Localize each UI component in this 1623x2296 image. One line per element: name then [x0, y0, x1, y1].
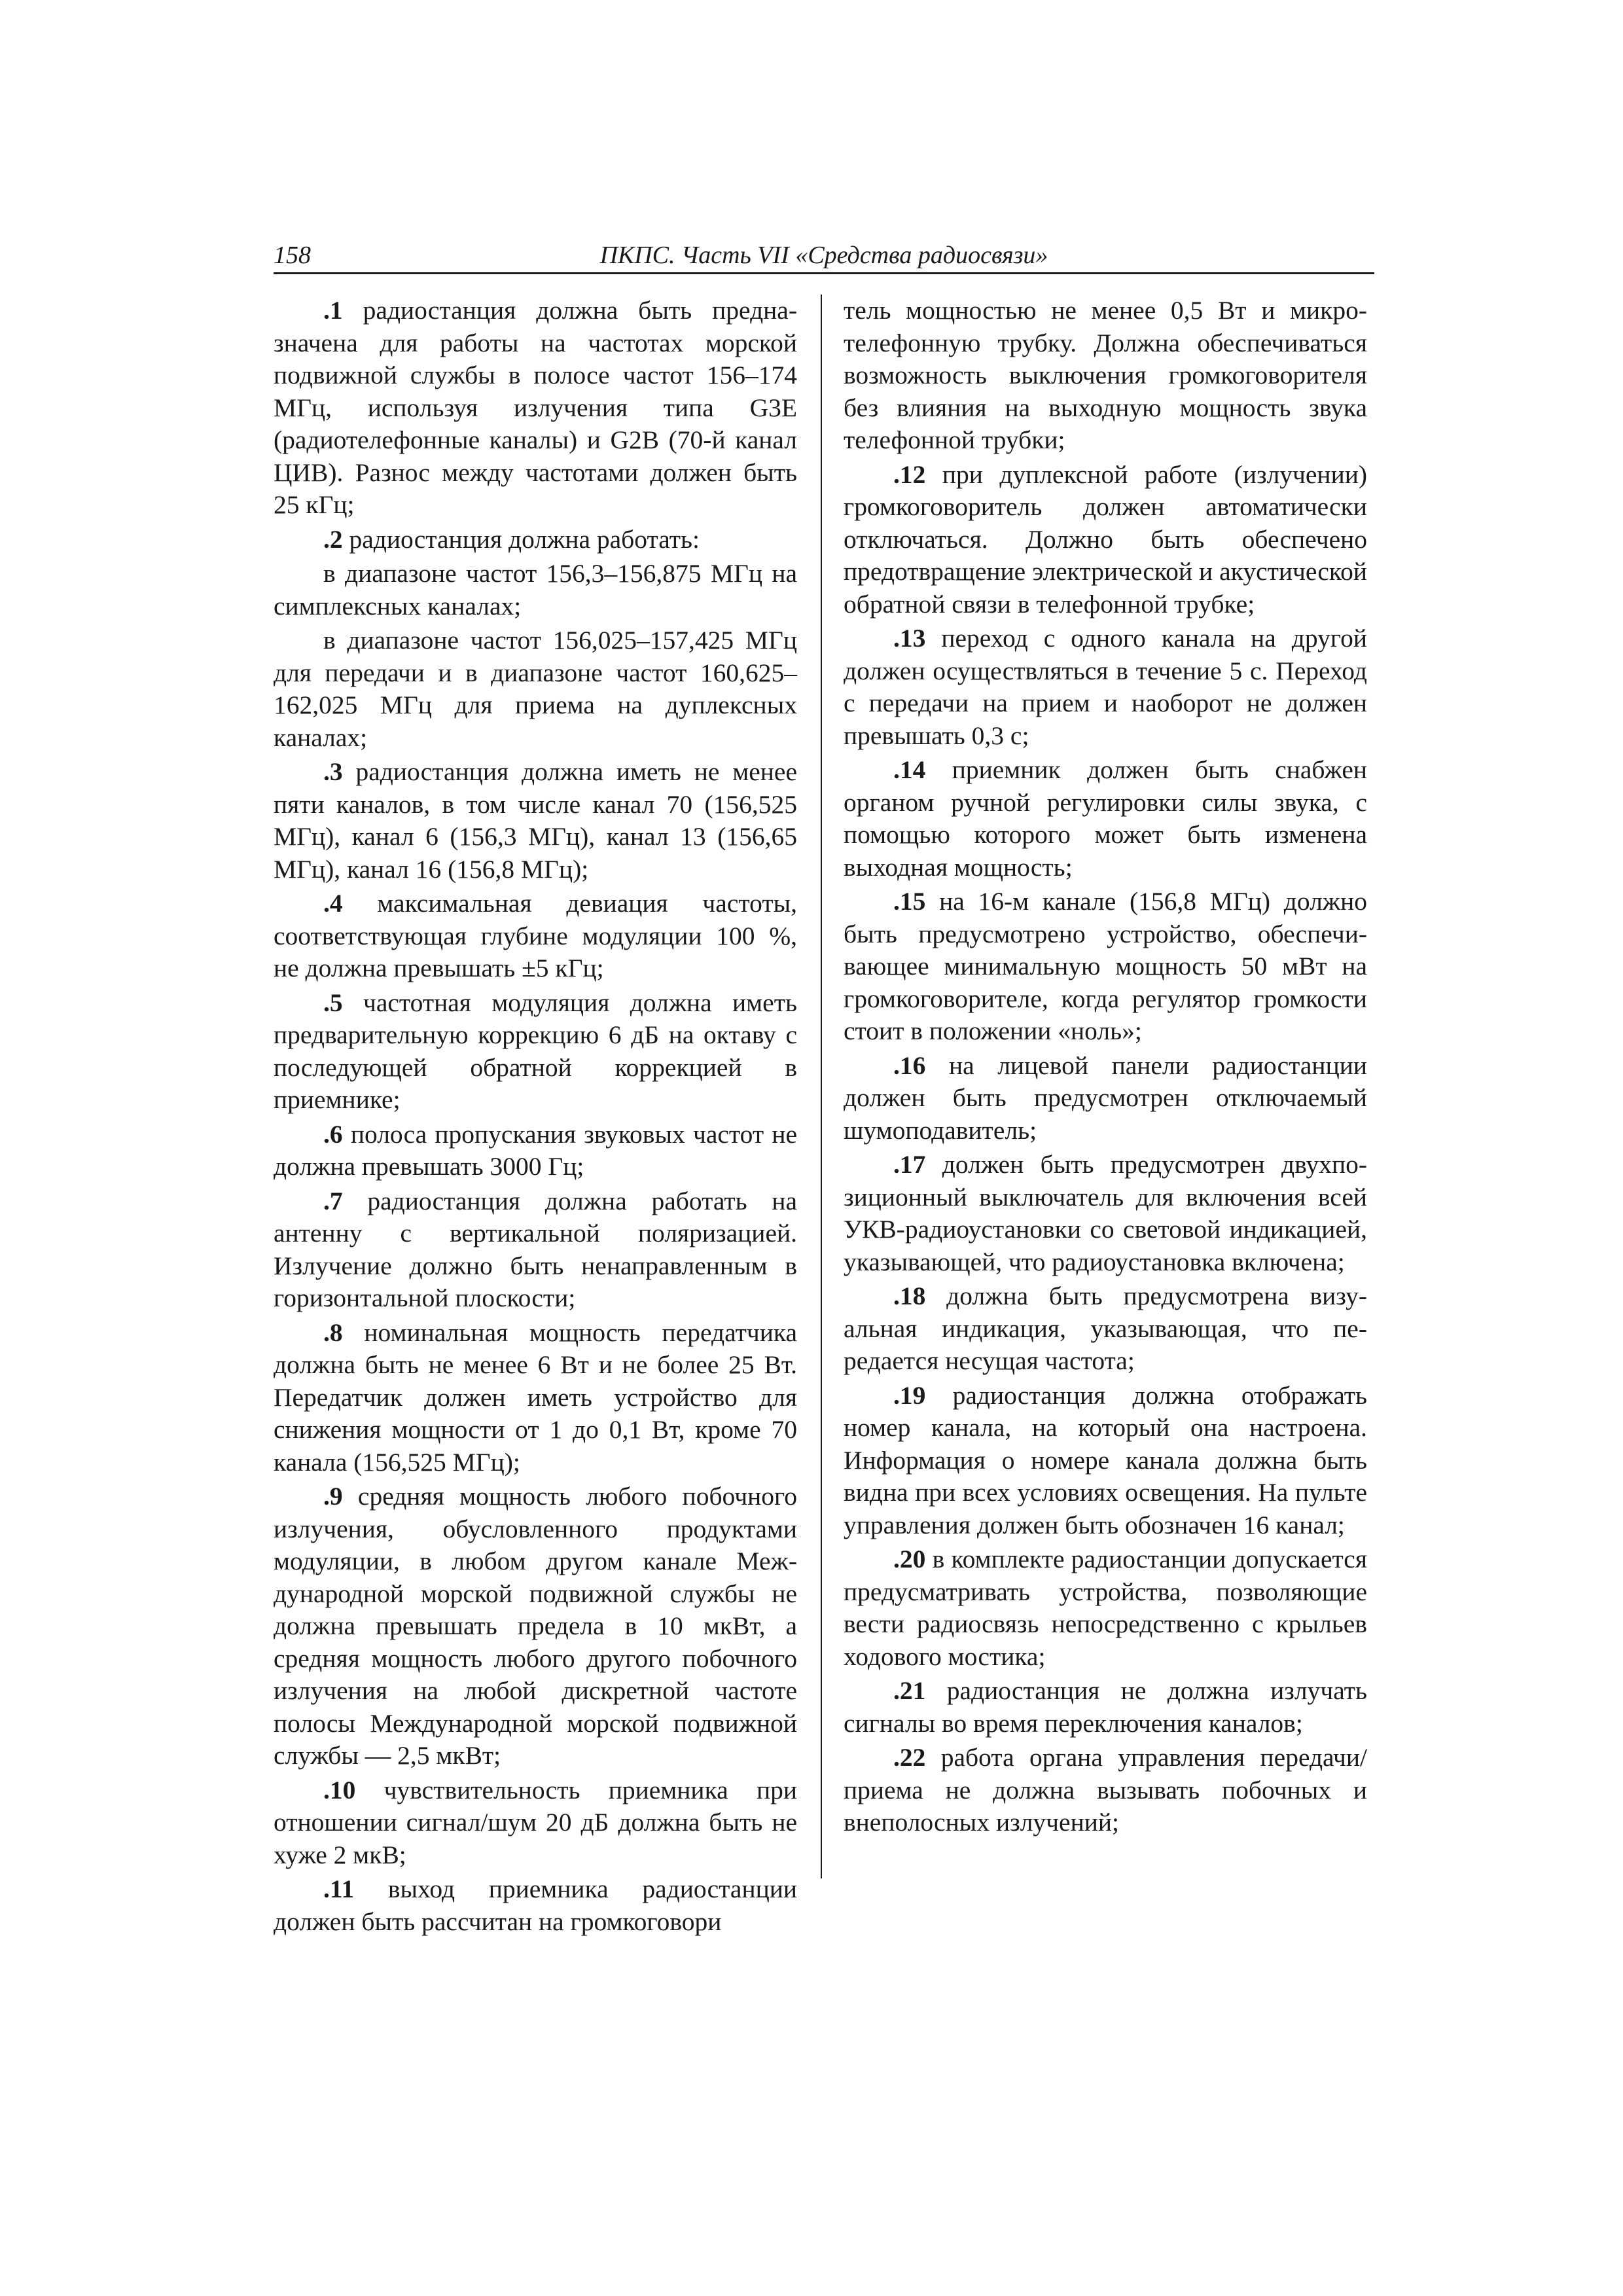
paragraph-text: радиостанция должна быть предназначена для работы на частотах морской подвижной службы в полосе частот 156–174 МГц, используя излучения типа G3E (радиотелефонные каналы) и G2B (70-й канал ЦИВ). Разнос между частотами должен быть 25 кГц; — [274, 296, 797, 519]
paragraph-text: радиостанция должна работать на антенну с вертикальной поляризацией. Излучение должно быть ненаправленным в горизонтальной плоскости; — [274, 1186, 797, 1312]
paragraph-text: радиостанция должна иметь не менее пяти каналов, в том числе канал 70 (156,525 МГц), канал 6 (156,3 МГц), канал 13 (156,65 МГц), канал 16 (156,8 МГц); — [274, 757, 797, 884]
clause-number: .8 — [323, 1318, 343, 1347]
paragraph — [844, 1149, 1367, 1278]
clause-number: .7 — [323, 1186, 343, 1215]
paragraph — [844, 754, 1367, 884]
clause-number: .6 — [323, 1119, 343, 1149]
paragraph-text: в диапазоне частот 156,3–156,875 МГц на симплексных каналах; — [274, 559, 797, 620]
paragraph-text: частотная модуляция должна иметь предварительную коррекцию 6 дБ на октаву с последующей обратной коррекцией в приемнике; — [274, 988, 797, 1114]
paragraph — [274, 1119, 797, 1183]
clause-number: .15 — [893, 887, 926, 916]
clause-number: .19 — [893, 1380, 926, 1410]
clause-number: .14 — [893, 755, 926, 784]
clause-number: .22 — [893, 1743, 926, 1772]
paragraph — [844, 1742, 1367, 1839]
paragraph-text: в комплекте радиостанции допускается предусматривать устройства, позволяющие вести радиосвязь непосредственно с крыльев ходового мостика; — [844, 1545, 1367, 1671]
paragraph-text: максимальная девиация частоты, соответствующая глубине модуляции 100 %, не должна превышать ±5 кГц; — [274, 889, 797, 982]
paragraph-text: номинальная мощность передатчика должна быть не менее 6 Вт и не более 25 Вт. Передатчик должен иметь устройство для снижения мощности от 1 до 0,1 Вт, кроме 70 канала (156,525 МГц); — [274, 1318, 797, 1477]
paragraph — [844, 1380, 1367, 1542]
paragraph-text: переход с одного канала на другой должен осуществляться в течение 5 с. Переход с передачи на прием и наоборот не должен превышать 0,3 с; — [844, 624, 1367, 750]
paragraph — [844, 1675, 1367, 1740]
page-header — [274, 237, 1374, 274]
paragraph — [274, 1873, 797, 1938]
clause-number: .17 — [893, 1150, 926, 1179]
paragraph — [274, 295, 797, 522]
paragraph — [274, 624, 797, 754]
paragraph-text: приемник должен быть снабжен органом ручной регулировки силы звука, с помощью которого может быть изменена выходная мощность; — [844, 755, 1367, 882]
paragraph-text: в диапазоне частот 156,025–157,425 МГц для передачи и в диапазоне частот 160,625–162,025 МГц для приема на дуплексных каналах; — [274, 626, 797, 752]
paragraph — [274, 888, 797, 985]
paragraph-text: средняя мощность любого побочного излучения, обусловленного продуктами модуляции, в любом другом канале Международной морской подвижной службы не должна превышать предела в 10 мкВт, а средняя мощность любого другого побочного излучения на любой дискретной частоте полосы Международной морской подвижной службы — 2,5 мкВт; — [274, 1482, 797, 1770]
paragraph — [274, 558, 797, 622]
paragraph — [274, 1185, 797, 1315]
page-number: 158 — [274, 242, 311, 269]
paragraph-text: при дуплексной работе (излучении) громкоговоритель должен автоматически отключаться. Должно быть обеспечено предотвращение электрической и акустической обратной связи в телефонной трубке; — [844, 459, 1367, 619]
paragraph — [274, 1480, 797, 1772]
paragraph — [844, 1280, 1367, 1378]
paragraph — [274, 756, 797, 886]
left-column — [274, 295, 797, 1940]
paragraph — [274, 987, 797, 1117]
paragraph — [844, 295, 1367, 457]
paragraph-text: чувствительность приемника при отношении сигнал/шум 20 дБ должна быть не хуже 2 мкВ; — [274, 1775, 797, 1869]
clause-number: .13 — [893, 624, 926, 653]
paragraph — [844, 622, 1367, 752]
clause-number: .4 — [323, 889, 343, 918]
paragraph-text: радиостанция должна работать: — [342, 524, 700, 554]
paragraph-text: на лицевой панели радиостанции должен быть предусмотрен отключаемый шумоподавитель; — [844, 1050, 1367, 1145]
clause-number: .1 — [323, 296, 343, 325]
right-column — [844, 295, 1367, 1841]
paragraph-text: тель мощностью не менее 0,5 Вт и микротелефонную трубку. Должна обеспечиваться возможность выключения громкоговорителя без влияния на выходную мощность звука телефонной трубки; — [844, 296, 1367, 454]
clause-number: .21 — [893, 1676, 926, 1705]
paragraph — [274, 1774, 797, 1872]
paragraph-text: работа органа управления передачи/приема не должна вызывать побочных и внеполосных излучений; — [844, 1743, 1367, 1837]
running-title: ПКПС. Часть VII «Средства радиосвязи» — [599, 242, 1048, 269]
clause-number: .18 — [893, 1282, 926, 1310]
clause-number: .5 — [323, 988, 343, 1017]
clause-number: .12 — [893, 459, 926, 489]
clause-number: .9 — [323, 1482, 343, 1511]
paragraph — [274, 524, 797, 556]
paragraph-text: на 16-м канале (156,8 МГц) должно быть предусмотрено устройство, обеспечивающее минимальную мощность 50 мВт на громкоговорителе, когда регулятор громкости стоит в положении «ноль»; — [844, 887, 1367, 1045]
paragraph-text: должна быть предусмотрена визуальная индикация, указывающая, что передается несущая частота; — [844, 1282, 1367, 1375]
clause-number: .10 — [323, 1775, 356, 1804]
paragraph-text: полоса пропускания звуковых частот не должна превышать 3000 Гц; — [274, 1119, 797, 1181]
paragraph — [274, 1317, 797, 1479]
paragraph-text: выход приемника радиостанции должен быть рассчитан на громкоговори — [274, 1874, 797, 1936]
clause-number: .2 — [323, 524, 343, 554]
paragraph — [844, 459, 1367, 621]
clause-number: .20 — [893, 1545, 926, 1573]
paragraph-text: радиостанция должна отображать номер канала, на который она настроена. Информация о номере канала должна быть видна при всех условиях освещения. На пульте управления должен быть обозначен 16 канал; — [844, 1380, 1367, 1539]
paragraph-text: должен быть предусмотрен двухпозиционный выключатель для включения всей УКВ-радиоустановки со световой индикацией, указывающей, что радиоустановка включена; — [844, 1150, 1367, 1276]
paragraph — [844, 1050, 1367, 1147]
column-divider — [821, 295, 822, 1878]
clause-number: .16 — [893, 1050, 926, 1080]
clause-number: .11 — [323, 1874, 355, 1903]
clause-number: .3 — [323, 757, 343, 786]
paragraph-text: радиостанция не должна излучать сигналы во время переключения каналов; — [844, 1676, 1367, 1738]
paragraph — [844, 1543, 1367, 1673]
paragraph — [844, 886, 1367, 1048]
